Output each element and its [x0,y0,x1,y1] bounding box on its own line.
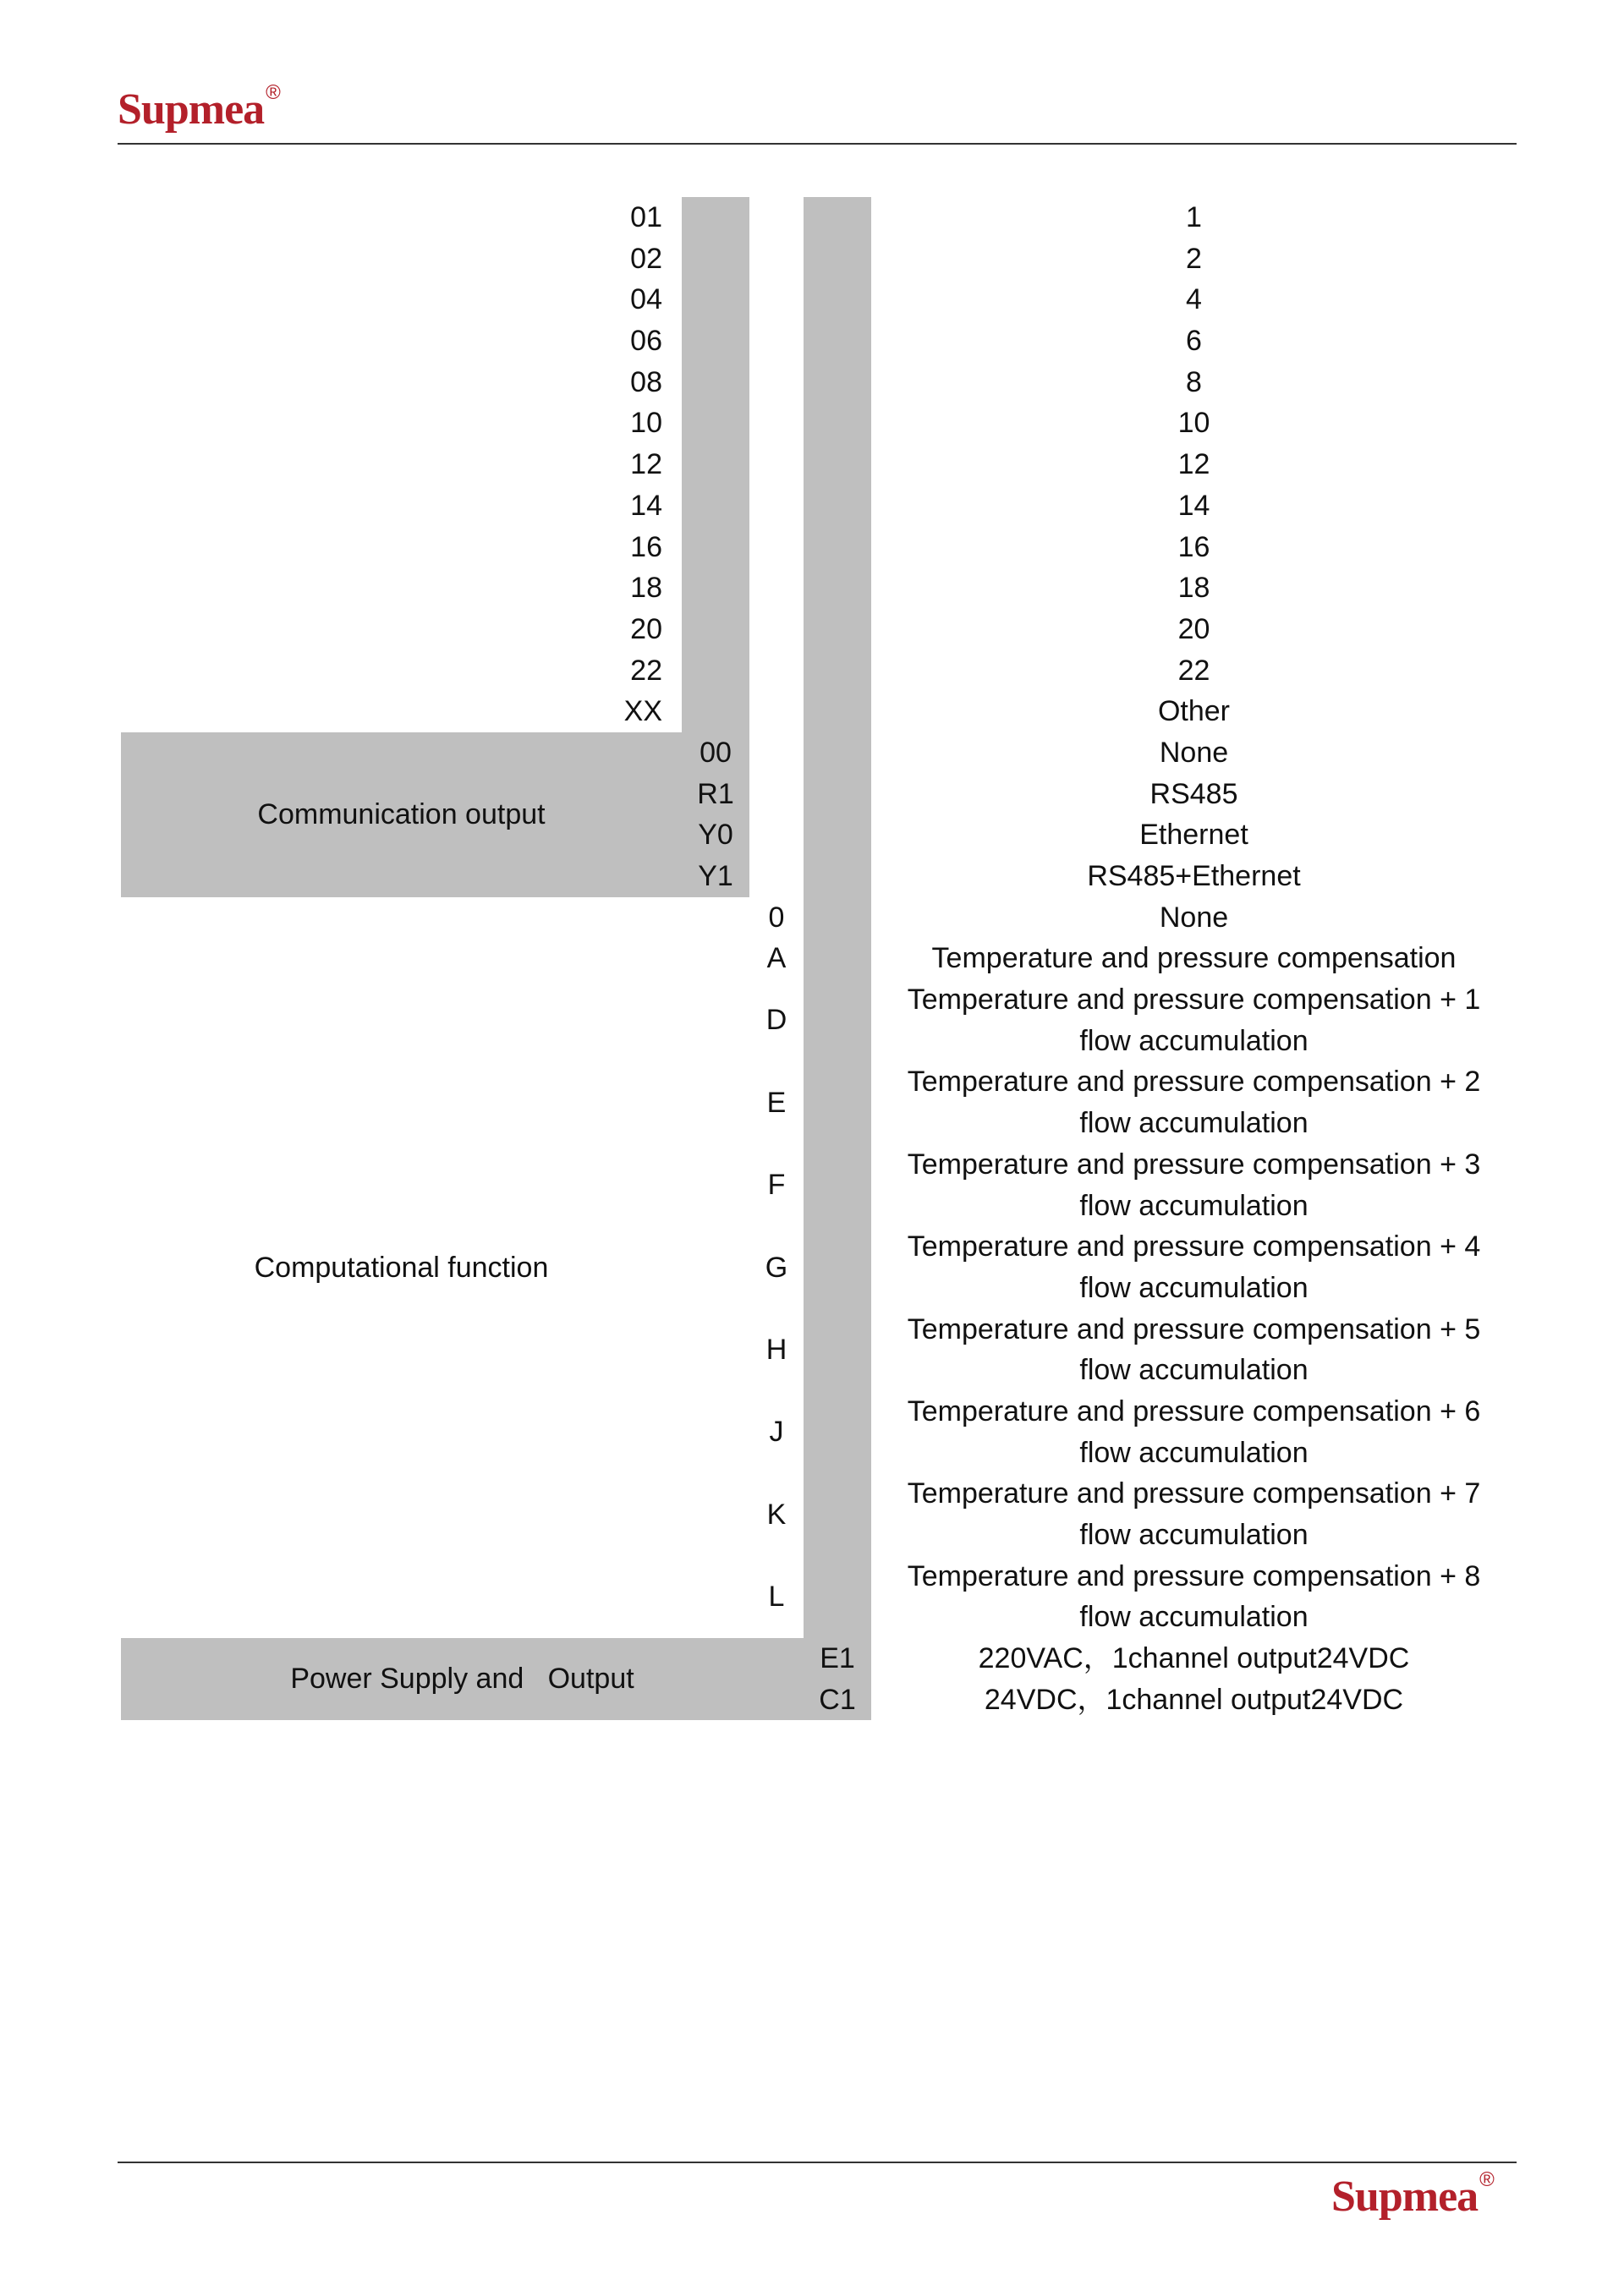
option-code: E1 [820,1642,855,1675]
option-code: 14 [630,489,662,522]
description-line: 16 [1177,530,1210,563]
option-description [871,321,1517,362]
option-description [871,1061,1517,1143]
option-code: XX [623,695,662,728]
registered-mark: ® [1479,2168,1494,2191]
description-line: 24VDC，1channel output24VDC [984,1683,1404,1716]
description-line: 20 [1177,612,1210,645]
option-code: F [767,1169,786,1202]
option-code: J [769,1416,784,1449]
description-line: flow accumulation [1079,1189,1309,1222]
option-description [871,362,1517,403]
option-code: A [766,942,787,975]
description-line: flow accumulation [1079,1024,1309,1057]
brand-logo-header [118,81,280,134]
power-supply-label: Power Supply and Output [290,1663,634,1696]
description-line: Temperature and pressure compensation + 1 [907,984,1481,1016]
option-description [871,485,1517,527]
description-line: Temperature and pressure compensation + 3 [907,1148,1481,1181]
option-description [871,1309,1517,1391]
description-line: 220VAC，1channel output24VDC [978,1642,1410,1675]
description-line: 8 [1186,365,1202,398]
option-code: 02 [630,242,662,275]
option-code: Y1 [698,860,733,892]
computational-column-shade [804,197,871,1720]
option-description [871,403,1517,444]
option-description [871,1144,1517,1226]
option-code: 00 [700,736,732,769]
description-line: Temperature and pressure compensation [931,942,1457,975]
description-line: Temperature and pressure compensation + 4 [907,1230,1481,1263]
footer-divider [118,2162,1517,2163]
option-description [871,1680,1517,1721]
option-code: 08 [630,365,662,398]
option-code: G [765,1251,788,1284]
option-description [871,1638,1517,1680]
description-line: flow accumulation [1079,1519,1309,1551]
option-description [871,1391,1517,1473]
description-line: flow accumulation [1079,1354,1309,1387]
option-description [871,732,1517,774]
description-line: flow accumulation [1079,1271,1309,1304]
option-code: 12 [630,448,662,481]
option-code: L [768,1581,785,1614]
option-code: E [766,1086,787,1119]
option-description [871,897,1517,939]
option-description [871,691,1517,732]
description-line: 10 [1177,407,1210,440]
description-line: 1 [1186,201,1202,233]
description-line: 14 [1177,489,1210,522]
description-line: 2 [1186,242,1202,275]
description-line: 4 [1186,283,1202,316]
option-description [871,774,1517,815]
option-description [871,609,1517,650]
option-code: 0 [768,901,785,934]
header-divider [118,143,1517,145]
option-description [871,197,1517,238]
description-line: flow accumulation [1079,1601,1309,1634]
option-description [871,444,1517,485]
brand-logo-footer [1331,2168,1494,2222]
description-line: RS485 [1149,777,1238,810]
description-line: RS485+Ethernet [1087,860,1301,892]
option-code: 18 [630,572,662,605]
brand-name: Supmea [118,85,265,134]
option-code: 04 [630,283,662,316]
option-code: K [766,1498,787,1531]
option-description [871,1556,1517,1638]
options-column-shade [682,197,749,732]
option-code: 16 [630,530,662,563]
description-line: None [1159,736,1229,769]
option-description [871,1226,1517,1308]
description-line: Temperature and pressure compensation + 8 [907,1559,1481,1592]
option-description [871,938,1517,979]
description-line: None [1159,901,1229,934]
description-line: flow accumulation [1079,1436,1309,1469]
option-code: H [765,1333,787,1366]
registered-mark: ® [266,81,280,104]
computational-function-label: Computational function [254,1251,549,1284]
option-code: 06 [630,325,662,358]
description-line: Temperature and pressure compensation + 7 [907,1477,1481,1510]
brand-name: Supmea [1331,2173,1479,2221]
option-code: R1 [697,777,734,810]
option-code: 22 [630,654,662,687]
option-description [871,979,1517,1061]
option-description [871,527,1517,568]
description-line: flow accumulation [1079,1107,1309,1140]
description-line: Other [1157,695,1231,728]
option-code: 10 [630,407,662,440]
description-line: 18 [1177,572,1210,605]
option-description [871,1473,1517,1555]
option-code: Y0 [698,819,733,852]
description-line: Temperature and pressure compensation + 6 [907,1395,1481,1427]
option-description [871,279,1517,321]
description-line: Ethernet [1139,819,1248,852]
description-line: 22 [1177,654,1210,687]
option-description [871,856,1517,897]
option-description [871,814,1517,856]
option-description [871,567,1517,609]
description-line: Temperature and pressure compensation + 2 [907,1066,1481,1099]
option-description [871,238,1517,280]
option-code: C1 [819,1683,856,1716]
description-line: 6 [1186,325,1202,358]
communication-output-label: Communication output [257,797,546,830]
option-code: 01 [630,201,662,233]
description-line: 12 [1177,448,1210,481]
option-code: D [765,1004,787,1037]
option-code: 20 [630,612,662,645]
option-description [871,650,1517,692]
description-line: Temperature and pressure compensation + 5 [907,1312,1481,1345]
model-selection-table [121,197,1517,1720]
